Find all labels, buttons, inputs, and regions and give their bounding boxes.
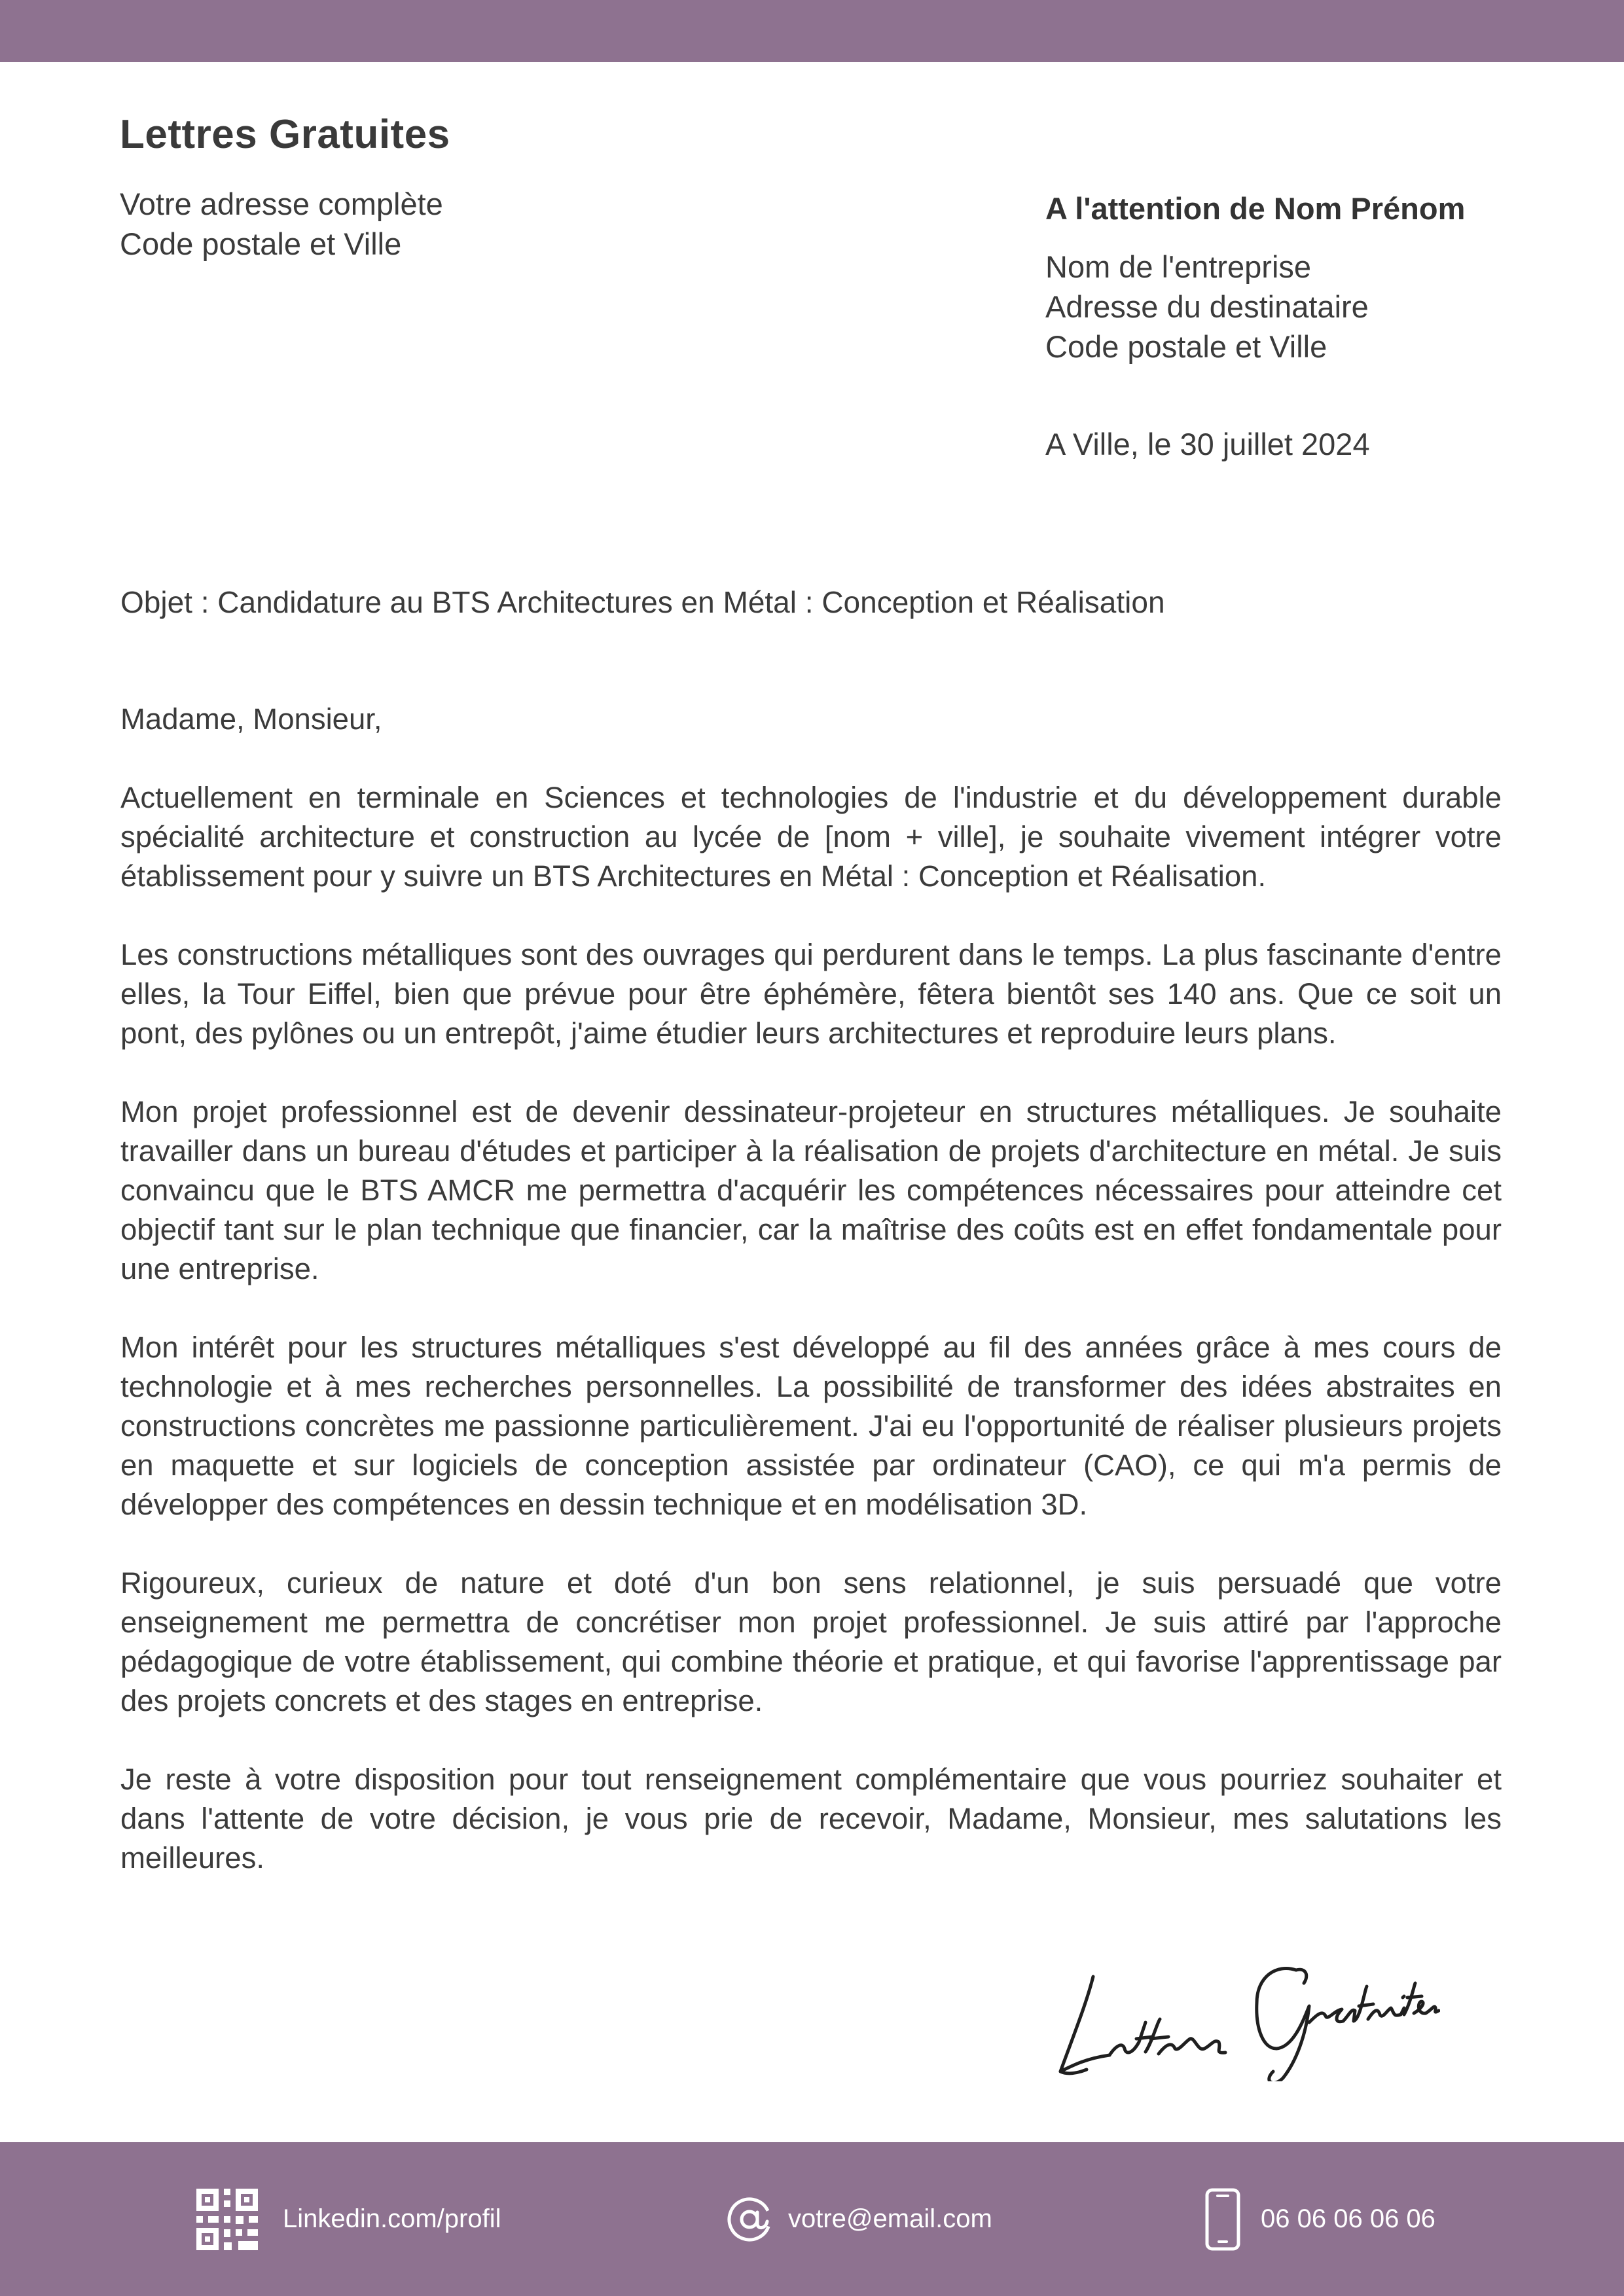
sender-address-line1: Votre adresse complète: [120, 187, 443, 221]
recipient-city: Code postale et Ville: [1045, 329, 1327, 364]
sender-block: [120, 111, 840, 264]
phone-text: 06 06 06 06 06: [1261, 2204, 1435, 2233]
letter-greeting: Madame, Monsieur,: [120, 702, 382, 736]
at-sign-icon: [727, 2197, 772, 2242]
letter-subject: Objet : Candidature au BTS Architectures en Métal : Conception et Réalisation: [120, 585, 1165, 619]
handwritten-signature: [1047, 1924, 1440, 2081]
body-paragraph: Actuellement en terminale en Sciences et technologies de l'industrie et du développement durable spécialité architecture et construction au lycée de [nom + ville], je souhaite vivement intégrer votre établissement pour y suivre un BTS Architectures en Métal : Conception et Réalisation.: [120, 781, 1502, 893]
recipient-company: Nom de l'entreprise: [1045, 249, 1312, 284]
body-paragraph: Mon intérêt pour les structures métalliques s'est développé au fil des années grâce à mes cours de technologie et à mes recherches personnelles. La possibilité de transformer des idées abstraites en constructions concrètes me passionne particulièrement. J'ai eu l'opportunité de réaliser plusieurs projets en maquette et sur logiciels de conception assistée par ordinateur (CAO), ce qui m'a permis de développer des compétences en dessin technique et en modélisation 3D.: [120, 1331, 1502, 1521]
letter-body: [120, 700, 1502, 1917]
contact-footer: [0, 2142, 1624, 2296]
recipient-address: Adresse du destinataire: [1045, 289, 1369, 324]
recipient-block: [1045, 188, 1582, 367]
sender-name: Lettres Gratuites: [120, 112, 450, 157]
top-accent-band: [0, 0, 1624, 62]
letter-date: A Ville, le 30 juillet 2024: [1045, 427, 1370, 461]
linkedin-text: Linkedin.com/profil: [283, 2204, 501, 2233]
body-paragraph: Je reste à votre disposition pour tout renseignement complémentaire que vous pourriez souhaiter et dans l'attente de votre décision, je vous prie de recevoir, Madame, Monsieur, mes salutations les meilleures.: [120, 1763, 1502, 1874]
body-paragraph: Mon projet professionnel est de devenir dessinateur-projeteur en structures métalliques. Je souhaite travailler dans un bureau d'études et participer à la réalisation de projets d'architecture en métal. Je suis convaincu que le BTS AMCR me permettra d'acquérir les compétences nécessaires pour atteindre cet objectif tant sur le plan technique que financier, car la maîtrise des coûts est en effet fondamentale pour une entreprise.: [120, 1095, 1502, 1285]
sender-address-line2: Code postale et Ville: [120, 226, 402, 261]
body-paragraph: Rigoureux, curieux de nature et doté d'un bon sens relationnel, je suis persuadé que votre enseignement me permettra de concrétiser mon projet professionnel. Je suis attiré par l'approche pédagogique de votre établissement, qui combine théorie et pratique, et qui favorise l'apprentissage par des projets concrets et des stages en entreprise.: [120, 1566, 1502, 1717]
footer-linkedin[interactable]: [196, 2142, 501, 2296]
qr-code-icon: [196, 2189, 258, 2250]
footer-email[interactable]: [727, 2142, 992, 2296]
mobile-phone-icon: [1204, 2188, 1241, 2251]
email-text: votre@email.com: [788, 2204, 992, 2233]
body-paragraph: Les constructions métalliques sont des ouvrages qui perdurent dans le temps. La plus fascinante d'entre elles, la Tour Eiffel, bien que prévue pour être éphémère, fêtera bientôt ses 140 ans. Que ce soit un pont, des pylônes ou un entrepôt, j'aime étudier leurs architectures et reproduire leurs plans.: [120, 938, 1502, 1050]
footer-phone[interactable]: [1204, 2142, 1435, 2296]
recipient-attention: A l'attention de Nom Prénom: [1045, 191, 1466, 226]
